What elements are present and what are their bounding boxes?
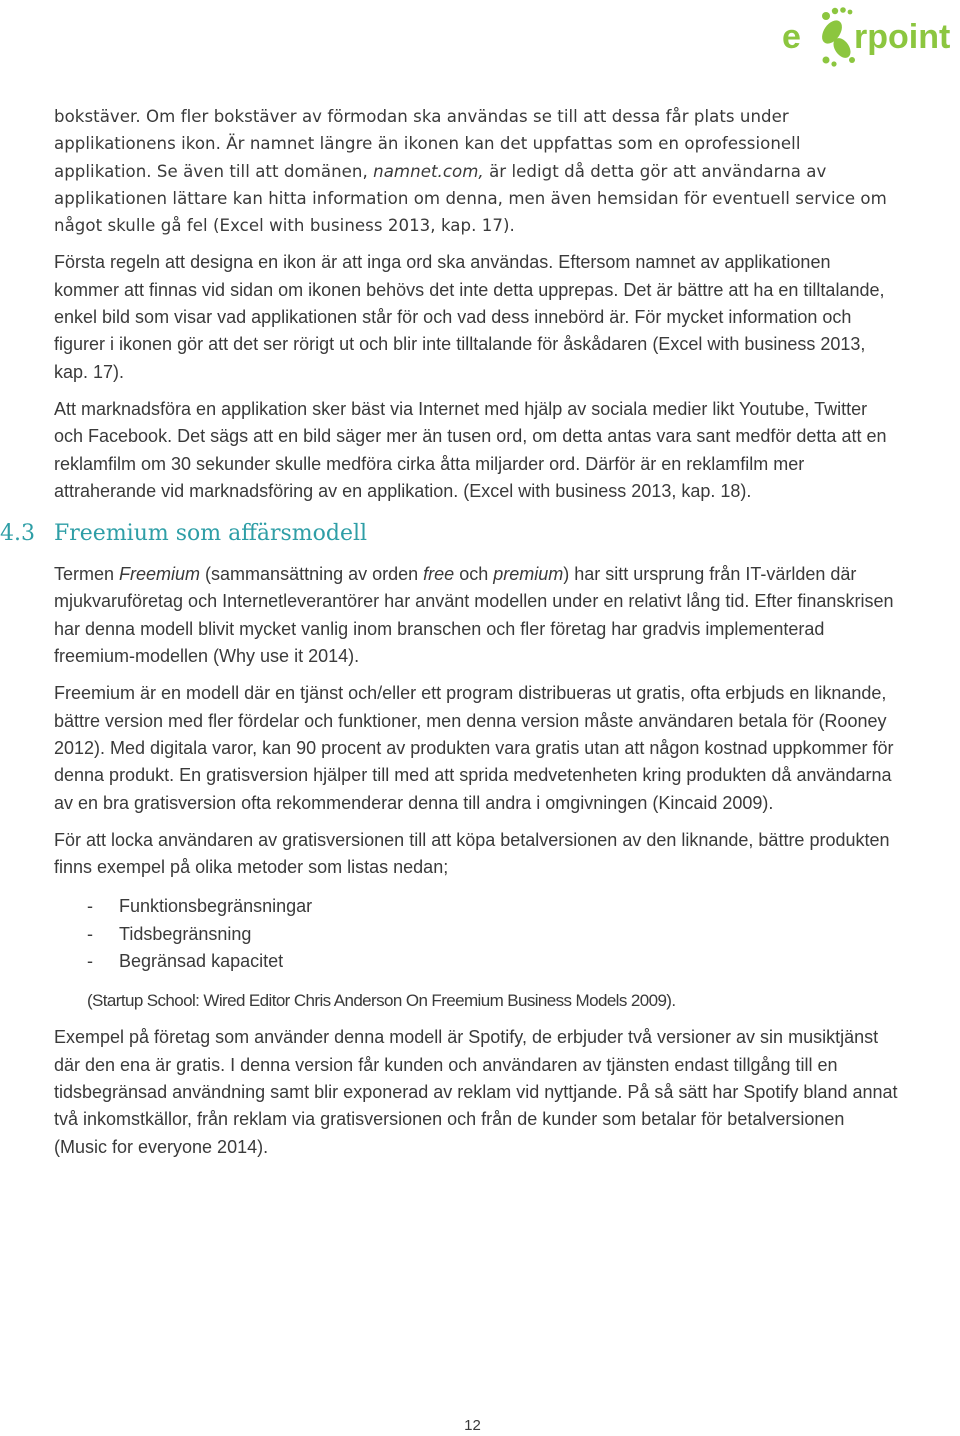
logo-text-suffix: rpoint	[854, 18, 951, 56]
paragraph-text: bokstäver. Om fler bokstäver av förmodan ska användas se till att dessa får plats under applikationens ikon. Är namnet längre än ikonen kan det uppfattas som en oprofessionell applikation. Se även till att domänen,	[54, 107, 801, 181]
methods-list	[54, 893, 899, 975]
paragraph-spotify-example: Exempel på företag som använder denna modell är Spotify, de erbjuder två versioner av sin musiktjänst där den ena är gratis. I denna version får kunden och användaren av tjänsten endast tillgång till en tidsbegränsad användning samt blir exponerad av reklam vid nyttjande. På så sätt har Spotify bland annat två inkomstkällor, från reklam via gratisversionen och från de kunder som betalar för betalversionen (Music for everyone 2014).	[54, 1027, 898, 1157]
paragraph-text: Termen	[54, 564, 120, 585]
document-body	[0, 103, 899, 1161]
section-number: 4.3	[0, 521, 35, 547]
paragraph-text: ) har sitt ursprung från IT-världen där mjukvaruföretag och Internetleverantörer har använt modellen under en relativt lång tid. Efter finanskrisen har denna modell blivit mycket vanlig inom branschen och fler företag har gradvis implementerad freemium-modellen (Why use it 2014).	[54, 564, 894, 667]
italic-term: free	[423, 564, 455, 585]
paragraph-methods-intro: För att locka användaren av gratisversionen till att köpa betalversionen av den liknande, bättre produkten finns exempel på olika metoder som listas nedan;	[54, 829, 890, 878]
paragraph-text: är ledigt då detta gör att användarna av applikationen lättare kan hitta information om denna, men även hemsidan för eventuell service om något skulle gå fel (Excel with business 2013, kap. 17).	[54, 161, 887, 236]
page-number: 12	[464, 1417, 481, 1434]
citation: (Startup School: Wired Editor Chris Anderson On Freemium Business Models 2009).	[87, 991, 676, 1011]
italic-term: premium	[493, 564, 564, 585]
paragraph-freemium-origin	[54, 561, 899, 670]
list-item: - Begränsad kapacitet	[87, 951, 284, 972]
paragraph-text: och	[454, 564, 494, 585]
paragraph-freemium-model: Freemium är en modell där en tjänst och/eller ett program distribueras ut gratis, ofta erbjuds en liknande, bättre version med fler fördelar och funktioner, men denna version måste användaren betala för (Rooney 2012). Med digitala varor, kan 90 procent av produkten vara gratis utan att någon kostnad uppkommer för denna produkt. En gratisversion hjälper till med att sprida medvetenheten kring produkten då användarna av en bra gratisversion ofta rekommenderar denna till andra i omgivningen (Kincaid 2009).	[54, 683, 894, 813]
list-item: - Tidsbegränsning	[87, 923, 252, 944]
paragraph-app-name	[54, 103, 899, 239]
section-title: Freemium som affärsmodell	[54, 521, 368, 547]
italic-term: Freemium	[119, 564, 201, 585]
footprint-logo-icon	[780, 2, 952, 68]
paragraph-text: (sammansättning av orden	[200, 564, 424, 585]
italic-domain: namnet.com,	[373, 161, 484, 181]
paragraph-marketing: Att marknadsföra en applikation sker bäst via Internet med hjälp av sociala medier likt Youtube, Twitter och Facebook. Det sägs att en bild säger mer än tusen ord, om detta antas vara sant medför detta att en reklamfilm om 30 sekunder skulle medföra cirka åtta miljarder ord. Därför är en reklamfilm mer attraherande vid marknadsföring av en applikation. (Excel with business 2013, kap. 18).	[54, 398, 887, 501]
logo-text-prefix: e	[782, 18, 801, 56]
list-item: - Funktionsbegränsningar	[87, 896, 313, 917]
paragraph-icon-design: Första regeln att designa en ikon är att inga ord ska användas. Eftersom namnet av applikationen kommer att finnas vid sidan om ikonen behövs det inte detta upprepas. Det är bättre att ha en tilltalande, enkel bild som visar vad applikationen står för och vad dess innebörd är. För mycket information och figurer i ikonen gör att det ser rörigt ut och blir inte tilltalande för åskådaren (Excel with business 2013, kap. 17).	[54, 252, 885, 382]
section-heading	[0, 517, 899, 551]
expoint-logo	[780, 2, 952, 68]
